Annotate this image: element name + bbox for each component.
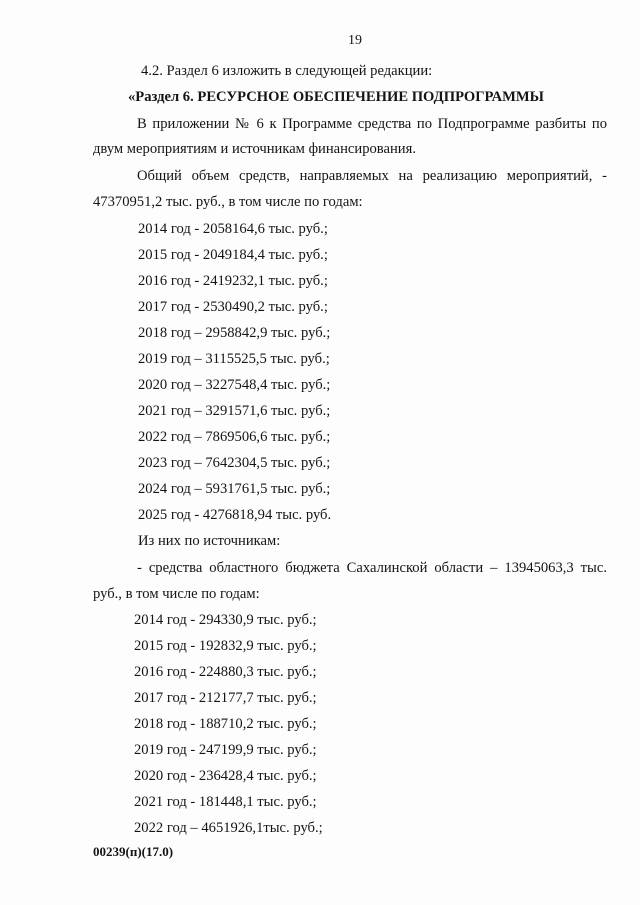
total-year-item: 2024 год – 5931761,5 тыс. руб.; bbox=[138, 481, 331, 497]
total-year-item: 2021 год – 3291571,6 тыс. руб.; bbox=[138, 403, 331, 419]
regional-year-item: 2019 год - 247199,9 тыс. руб.; bbox=[134, 742, 317, 758]
regional-year-item: 2018 год - 188710,2 тыс. руб.; bbox=[134, 716, 317, 732]
total-year-item: 2018 год – 2958842,9 тыс. руб.; bbox=[138, 325, 331, 341]
total-year-item: 2023 год – 7642304,5 тыс. руб.; bbox=[138, 455, 331, 471]
para1-line2: двум мероприятиям и источникам финансирования. bbox=[93, 141, 416, 157]
regional-year-item: 2015 год - 192832,9 тыс. руб.; bbox=[134, 638, 317, 654]
regional-year-item: 2017 год - 212177,7 тыс. руб.; bbox=[134, 690, 317, 706]
total-year-item: 2020 год – 3227548,4 тыс. руб.; bbox=[138, 377, 331, 393]
total-year-item: 2025 год - 4276818,94 тыс. руб. bbox=[138, 507, 332, 523]
total-year-item: 2022 год – 7869506,6 тыс. руб.; bbox=[138, 429, 331, 445]
para2-line1: Общий объем средств, направляемых на реализацию мероприятий, - bbox=[137, 168, 607, 184]
page-number: 19 bbox=[348, 33, 362, 48]
regional-line1: - средства областного бюджета Сахалинской области – 13945063,3 тыс. bbox=[137, 560, 607, 576]
document-code: 00239(п)(17.0) bbox=[93, 844, 174, 859]
total-year-item: 2015 год - 2049184,4 тыс. руб.; bbox=[138, 247, 328, 263]
regional-year-item: 2022 год – 4651926,1тыс. руб.; bbox=[134, 820, 323, 836]
para1-line1: В приложении № 6 к Программе средства по Подпрограмме разбиты по bbox=[137, 116, 607, 132]
total-year-item: 2019 год – 3115525,5 тыс. руб.; bbox=[138, 351, 330, 367]
sources-intro: Из них по источникам: bbox=[138, 533, 281, 549]
para2-line2: 47370951,2 тыс. руб., в том числе по годам: bbox=[93, 194, 363, 210]
regional-year-item: 2016 год - 224880,3 тыс. руб.; bbox=[134, 664, 317, 680]
regional-year-item: 2020 год - 236428,4 тыс. руб.; bbox=[134, 768, 317, 784]
regional-year-item: 2014 год - 294330,9 тыс. руб.; bbox=[134, 612, 317, 628]
regional-year-item: 2021 год - 181448,1 тыс. руб.; bbox=[134, 794, 317, 810]
regional-line2: руб., в том числе по годам: bbox=[93, 586, 260, 602]
item-4-2: 4.2. Раздел 6 изложить в следующей редакции: bbox=[141, 63, 433, 79]
total-year-item: 2017 год - 2530490,2 тыс. руб.; bbox=[138, 299, 328, 315]
section-heading: «Раздел 6. РЕСУРСНОЕ ОБЕСПЕЧЕНИЕ ПОДПРОГРАММЫ bbox=[128, 89, 545, 105]
total-year-item: 2014 год - 2058164,6 тыс. руб.; bbox=[138, 221, 328, 237]
total-year-item: 2016 год - 2419232,1 тыс. руб.; bbox=[138, 273, 328, 289]
